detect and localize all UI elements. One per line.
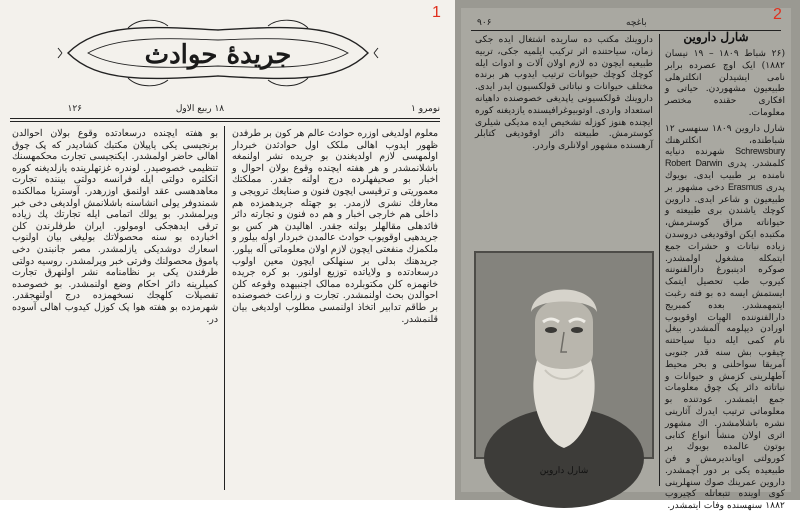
latin-term: Robert Darwin bbox=[665, 158, 723, 169]
header-rule bbox=[10, 121, 440, 122]
newspaper-column-right bbox=[232, 128, 438, 488]
header-rule bbox=[10, 118, 440, 119]
issue-date: ۱۸ ربیع الاول bbox=[175, 104, 225, 114]
column-divider bbox=[224, 126, 225, 490]
page-number: ۹۰۶ bbox=[477, 18, 492, 28]
issue-label: نومرو ۱ bbox=[411, 104, 440, 114]
article-column-right bbox=[665, 48, 786, 512]
article-paragraph: داروینك مکتب ده ساریده اشتغال ایده جکی زمان، سیاحتنده اثر ترکیب ایلمیه جکی، تربیه طبیعیه ایچون ده لازم اولان آلات و ادوات ایله کوچك کوچك حیوانات ترتیب ایدوب هر برنده مختلف حیوانات و نباتاتی قولکسیون ایدر ایدی. داروینك قولکسیونی یاپدیغی خصوصنده داهیانه استعداد واردی. اوتوبیوغرافیسنده یازدیغنه کوره ایچنده هنوز کوزله تشخیص ایده مدیکی شیلری کوسترمش. طبیعته دائر اوقودیغی کتابلر آرهسنده مشهور اولانلری واردر. bbox=[475, 34, 653, 152]
article-column-left bbox=[475, 34, 653, 246]
masthead-title: جريدهٔ حوادث bbox=[144, 40, 292, 70]
latin-term: Erasmus bbox=[728, 181, 763, 192]
article-page bbox=[461, 8, 791, 512]
latin-term: Schrewsbury bbox=[735, 146, 785, 157]
running-header: باغچه bbox=[626, 18, 647, 28]
panel-number-marker: 1 bbox=[432, 4, 441, 21]
newspaper-column-left bbox=[12, 128, 218, 488]
article-intro: (۲۶ شباط ۱۸۰۹ – ۱۹ نیسان ۱۸۸۲) ایک اوچ عصرده برابر نامی ایشیدلن انکلترهلی طبیعیون مشهوردن. حیاتی و افکاری حقنده مختصر معلومات. bbox=[665, 48, 786, 118]
issue-number: ۱۲۶ bbox=[67, 104, 82, 114]
darwin-portrait bbox=[475, 252, 653, 458]
article-paragraph: شارل داروین ۱۸۰۹ سنهسی ۱۲ شباطنده، انکلترهنك Schrewsbury شهرنده دنیایه کلمشدر. پدری Robert Darwin نامنده بر طبیب ایدی. بویوك پدری Erasmus دخی مشهور بر طبیعیون و شاعر ایدی. داروین کوچك یاشندن بری طبیعته و حیواناته مراق کوسترمش، مکتبده ایکن اوقودیغی دروسدن زیاده نباتات و حشرات جمع ایتمکله مشغول اولمشدر. صوکره ادینبورغ دارالفنوننه کیروب طب تحصیل ایتمک ایستمش ایسه ده بو فنه رغبت ایتمهمشدر. بعده کمبریج دارالفنوننده الهیات اوقویوب اورادن دیپلومه آلمشدر. بیغل نام کمی ایله دنیا سیاحتنه چیقوب بش سنه قدر جنوبی آمریقا سواحلنی و بحر محیط آطهلرینی کزمش و حیوانات و نباتاته دائر پک چوق معلومات جمع ایتمشدر. عودتنده بو معلوماتی ترتیب ایدرك آثارینی نشره باشلامشدر. اك مشهور اثری اولان منشأ انواع کتابی بوتون عالمده بویوك بر کورولتی اویاندیرمش و فن طبیعیده یکی بر دور آچمشدر. داروین عمرینك صوك سنهلرینی کوی اوینده تتبعاتله کچیروب ۱۸۸۲ سنهسنده وفات ایتمشدر. bbox=[665, 122, 785, 512]
column-divider bbox=[659, 34, 660, 486]
panel-number-marker: 2 bbox=[773, 6, 782, 23]
darwin-article-panel bbox=[455, 0, 800, 512]
portrait-caption: شارل داروین bbox=[539, 466, 589, 476]
masthead bbox=[58, 18, 378, 88]
article-title: شارل داروین bbox=[683, 30, 749, 44]
column-text: معلوم اولدیغی اوزره حوادث عالم هر کون بر طرفدن ظهور ایدوب اهالی ملکک اول حوادثدن خبردار اولمهسی لازم اولدیغندن بو جریده نشر اولنمغه باشلانمشدر و هر هفته ایچنده وقوع بولان احوال و اخبار بو صحیفهلرده درج اولنه جقدر. مملکتك معموریتی و ترقیسی ایچون فنون و صنایعك ترویجی و معارفك نشری لازمدر. بو جهتله جریدهمزده هم داخلی هم خارجی اخبار و هم ده فنون و تجارته دائر فائدهلی مقالهلر بولنه جقدر. اهالیدن هر کس بو جریدهیی اوقویوب حوادث عالمدن خبردار اوله بیلور و ملکمزك منفعتی ایچون لازم اولان معلوماتی آله بیلور. جریدهنك بدلی بر سنهلکی ایچون معین اولوب درسعادتده و ولایاتده توزیع اولنور. بو کره جریده خانهمزه کلن مکتوبلرده ممالک اجنبیهده وقوعه کلن احوالدن بحث اولنمشدر. تجارت و زراعت خصوصنده بر طاقم تدابیر اتخاذ اولنمسی مطلوب اولدیغی بیان قلنمشدر. bbox=[232, 128, 438, 325]
portrait-image bbox=[475, 252, 653, 458]
column-text: بو هفته ایچنده درسعادتده وقوع بولان احوالدن برنجیسی یکی یاپیلان مکتبك کشادیدر که پک چوق اهالی حاضر اولمشدر. ایکنجیسی تجارت محکمهسنك تنظیمی خصوصیدر. لوندره غزتهلرینده یازلدیغنه کوره انکلتره دولتی ایله فرانسه دولتی بیننده تجارت معاهدهسی عقد اولنمق اوزرهدر. آوستریا ممالکنده شمندوفر یولی انشاسنه باشلانمش اولدیغی دخی خبر ویرلمشدر. بو یولك اتمامی ایله تجارتك پك زیاده ترقی ایدهجکی اومولور. ایران طرفلرندن کلن اخبارده بو سنه محصولاتك بولیغی بیان اولنوب اسعارك دوشدیکی یازلمشدر. مصر جانبندن دخی پاموق محصولنك وفرتی خبر ویرلمشدر. روسیه دولتی طرفندن یکی بر نظامنامه نشر اولنهرق تجارت کمیلرینه دائر احکام وضع اولنمشدر. بو خصوصده تفصیلات کلهجك نسخهمزده درج اولنهجقدر. شهرمزده بو هفته هوا پک کوزل کیدوب اهالی آسوده در. bbox=[12, 128, 218, 325]
